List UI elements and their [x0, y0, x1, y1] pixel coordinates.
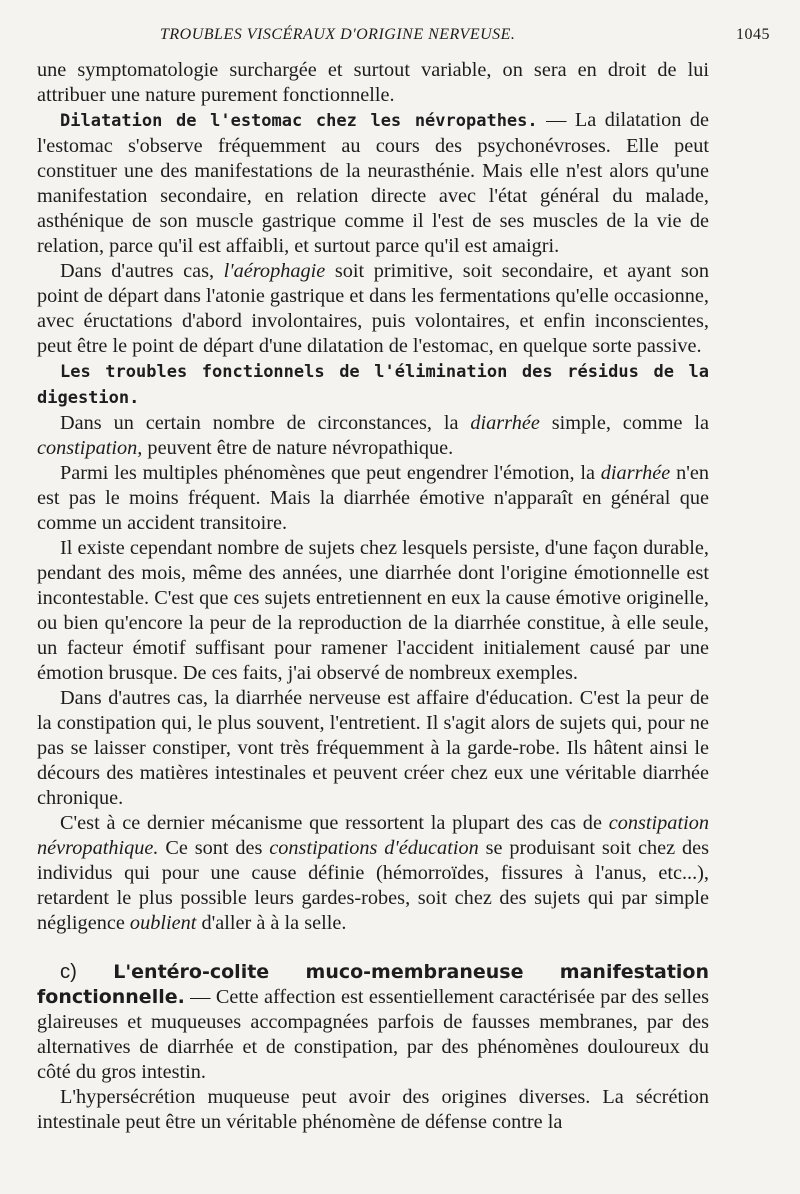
paragraph: Dans d'autres cas, la diarrhée nerveuse est affaire d'éducation. C'est la peur de la constipation qui, le plus souvent, l'entretient. Il s'agit alors de sujets qui, pour ne pas se laisser constiper, vont très fréquemment à la garde-robe. Ils hâtent ainsi le décours des matières intestinales et peuvent créer chez eux une véritable diarrhée chronique. [37, 687, 709, 809]
paragraph: C'est à ce dernier mécanisme que ressortent la plupart des cas de constipation névropathique. Ce sont des constipations d'éducation se produisant soit chez des individus qui pour une cause définie (hémorroïdes, fissures à l'anus, etc...), retardent le plus possible leurs gardes-robes, soit chez des sujets qui par simple négligence oublient d'aller à à la selle. [37, 812, 709, 934]
section-heading: L'entéro-colite muco-membraneuse manifestation fonctionnelle. [37, 961, 709, 1008]
running-title: TROUBLES VISCÉRAUX D'ORIGINE NERVEUSE. [160, 26, 516, 43]
paragraph: Parmi les multiples phénomènes que peut engendrer l'émotion, la diarrhée n'en est pas le moins fréquent. Mais la diarrhée émotive n'apparaît en général que comme un accident transitoire. [37, 462, 710, 534]
paragraph: Dans un certain nombre de circonstances, la diarrhée simple, comme la constipation, peuvent être de nature névropathique. [37, 412, 709, 459]
section-heading: Les troubles fonctionnels de l'élimination des résidus de la digestion. [37, 362, 709, 408]
paragraph: une symptomatologie surchargée et surtout variable, on sera en droit de lui attribuer une nature purement fonctionnelle. [37, 59, 709, 106]
section-label: c) [60, 961, 77, 983]
body-text [37, 58, 709, 1135]
paragraph: Dans d'autres cas, l'aérophagie soit primitive, soit secondaire, et ayant son point de départ dans l'atonie gastrique et dans les fermentations qu'elle occasionne, avec éructations d'abord involontaires, puis volontaires, et enfin inconscientes, peut être le point de départ d'une dilatation de l'estomac, en quelque sorte passive. [37, 260, 709, 357]
paragraph: c) L'entéro-colite muco-membraneuse manifestation fonctionnelle. — Cette affection est essentiellement caractérisée par des selles glaireuses et muqueuses accompagnées parfois de fausses membranes, par des alternatives de diarrhée et de constipation, par des phénomènes douloureux du côté du gros intestin. [37, 961, 709, 1083]
paragraph: Il existe cependant nombre de sujets chez lesquels persiste, d'une façon durable, pendant des mois, même des années, une diarrhée dont l'origine émotionnelle est incontestable. C'est que ces sujets entretiennent en eux la cause émotive originelle, ou bien qu'encore la peur de la reproduction de la diarrhée constitue, à elle seule, un facteur émotif suffisant pour ramener l'accident initialement causé par une émotion brusque. De ces faits, j'ai observé de nombreux exemples. [37, 537, 709, 684]
paragraph [37, 359, 709, 411]
paragraph: L'hypersécrétion muqueuse peut avoir des origines diverses. La sécrétion intestinale peut être un véritable phénomène de défense contre la [37, 1086, 709, 1133]
section-heading: Dilatation de l'estomac chez les névropathes. [60, 111, 538, 131]
page-number: 1045 [736, 26, 770, 43]
running-header [160, 26, 770, 44]
paragraph: Dilatation de l'estomac chez les névropathes. — La dilatation de l'estomac s'observe fréquemment au cours des psychonévroses. Elle peut constituer une des manifestations de la neurasthénie. Mais elle n'est alors qu'une manifestation secondaire, en relation directe avec l'état général du malade, asthénique de son muscle gastrique comme il l'est de ses muscles de la vie de relation, parce qu'il est affaibli, et surtout parce qu'il est amaigri. [37, 109, 709, 257]
